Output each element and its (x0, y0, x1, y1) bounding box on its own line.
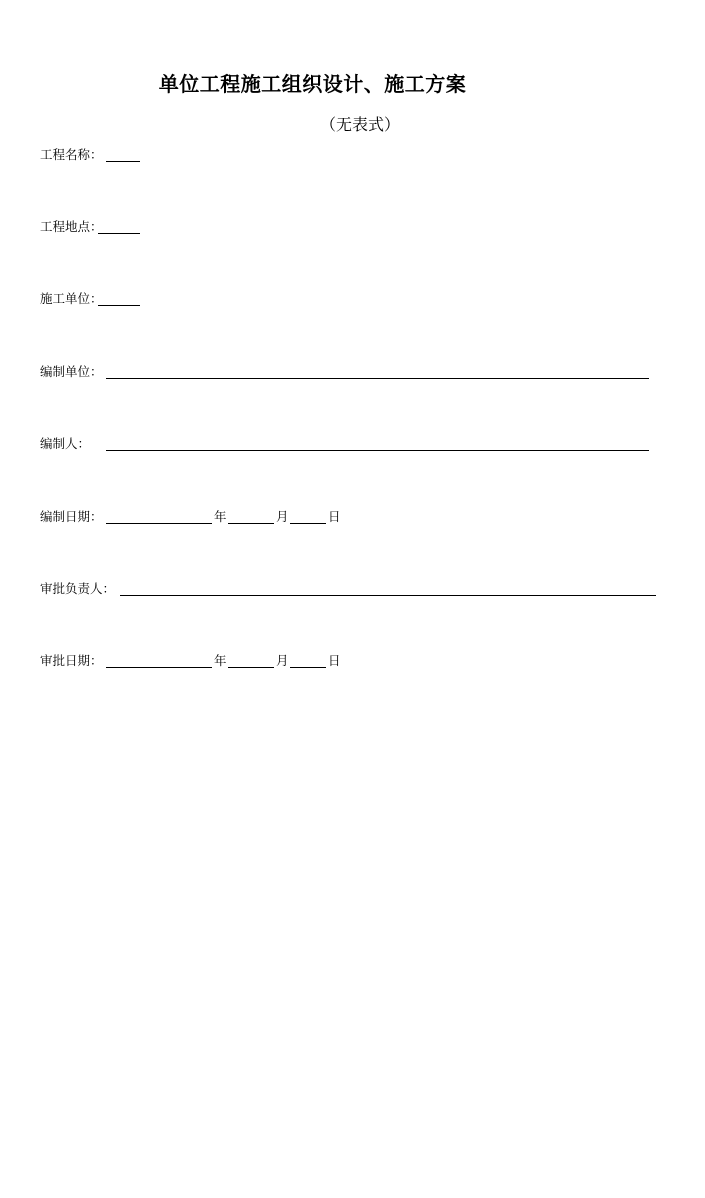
compile-date-month-field[interactable] (228, 523, 274, 524)
compile-date-month-unit: 月 (276, 509, 289, 524)
project-location-label: 工程地点： (40, 219, 103, 234)
compile-date-day-unit: 日 (328, 509, 341, 524)
document-title: 单位工程施工组织设计、施工方案 (158, 72, 467, 96)
construction-unit-field[interactable] (98, 305, 140, 306)
approver-label: 审批负责人： (40, 581, 116, 596)
approval-date-day-unit: 日 (328, 653, 341, 668)
project-location-field[interactable] (98, 233, 140, 234)
construction-unit-label: 施工单位： (40, 291, 103, 306)
approver-field[interactable] (120, 595, 656, 596)
approval-date-month-field[interactable] (228, 667, 274, 668)
compiling-unit-field[interactable] (106, 378, 649, 379)
approval-date-month-unit: 月 (276, 653, 289, 668)
compile-date-label: 编制日期： (40, 509, 103, 524)
compile-date-day-field[interactable] (290, 523, 326, 524)
project-name-field[interactable] (106, 161, 140, 162)
approval-date-day-field[interactable] (290, 667, 326, 668)
compiling-unit-label: 编制单位： (40, 364, 103, 379)
project-name-label: 工程名称： (40, 147, 103, 162)
approval-date-year-unit: 年 (214, 653, 227, 668)
approval-date-label: 审批日期： (40, 653, 103, 668)
compile-date-year-field[interactable] (106, 523, 212, 524)
compile-date-year-unit: 年 (214, 509, 227, 524)
compiler-field[interactable] (106, 450, 649, 451)
document-subtitle: （无表式） (319, 115, 400, 134)
compiler-label: 编制人： (40, 436, 91, 451)
approval-date-year-field[interactable] (106, 667, 212, 668)
